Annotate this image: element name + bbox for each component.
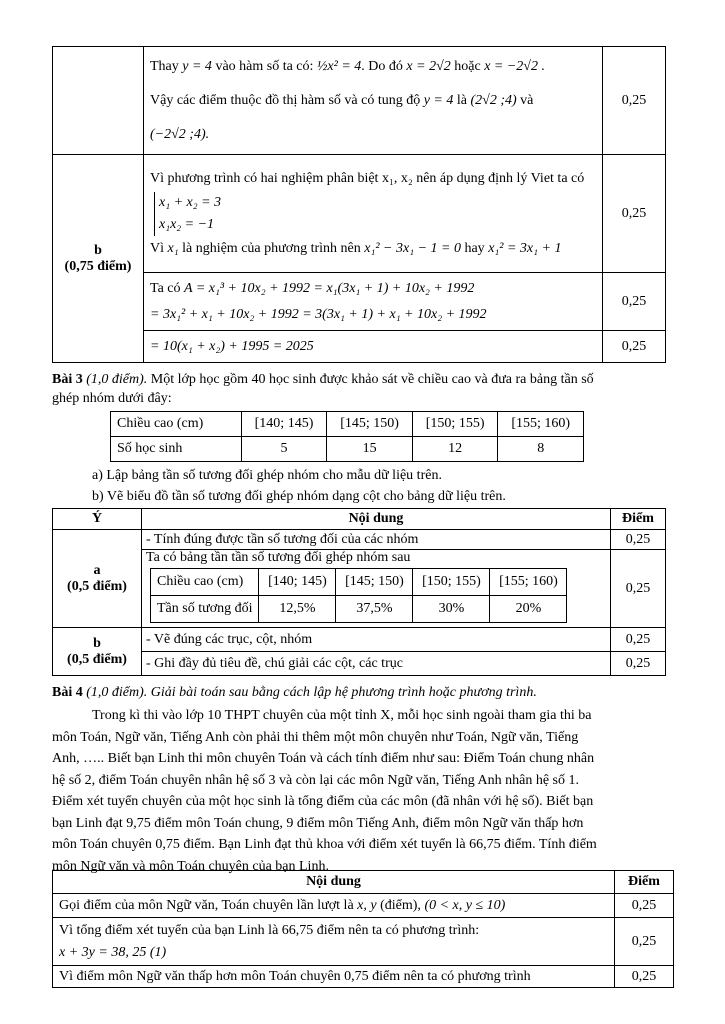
row1-content: Thay y = 4 vào hàm số ta có: ½x² = 4. Do đó x = 2√2 hoặc x = −2√2 . Vậy các điểm thuộc đồ thị hàm số và có tung độ y = 4 là (2√2 ;4) và (−2√2 ;4). xyxy=(144,47,603,155)
table-row: Chiều cao (cm) [140; 145) [145; 150) [150; 155) [155; 160) xyxy=(151,569,567,596)
height-frequency-table xyxy=(110,411,584,462)
bai4-problem: Trong kì thi vào lớp 10 THPT chuyên của một tỉnh X, mỗi học sinh ngoài tham gia thi ba môn Toán, Ngữ văn, Tiếng Anh còn phải thi thêm một môn chuyên như Toán, Ngữ văn, Tiếng Anh, ….. Biết bạn Linh thi môn chuyên Toán và cách tính điểm như sau: Điểm Toán chung nhân hệ số 2, điểm Toán chuyên nhân hệ số 3 và còn lại các môn Ngữ văn, Tiếng Anh nhân hệ số 1. Điểm xét tuyển chuyên của một học sinh là tổng điểm của các môn (đã nhân với hệ số). Biết bạn bạn Linh đạt 9,75 điểm môn Toán chung, 9 điểm môn Tiếng Anh, điểm môn Ngữ văn thấp hơn môn Toán chuyên 0,75 điểm. Bạn Linh đạt thủ khoa với điểm xét tuyển là 66,75 điểm. Tính điểm môn Ngữ văn và môn Toán chuyên của bạn Linh. xyxy=(52,708,597,874)
b-label-cell: b (0,75 điểm) xyxy=(53,155,144,363)
table-row: Chiều cao (cm) [140; 145) [145; 150) [150; 155) [155; 160) xyxy=(111,412,584,437)
table-row: Tần số tương đối 12,5% 37,5% 30% 20% xyxy=(151,596,567,623)
row3-score: 0,25 xyxy=(603,273,666,331)
bai4-heading-line: Bài 4 (1,0 điểm). Giải bài toán sau bằng cách lập hệ phương trình hoặc phương trình. xyxy=(52,685,537,700)
solution-table-part-b xyxy=(52,46,666,363)
relative-frequency-table xyxy=(150,568,567,623)
bai3-heading-line: Bài 3 (1,0 điểm). Một lớp học gồm 40 học sinh được khảo sát về chiều cao và đưa ra bảng tần số xyxy=(52,372,594,387)
row4-score: 0,25 xyxy=(603,331,666,363)
row2-content: Vì phương trình có hai nghiệm phân biệt x₁, x₂ nên áp dụng định lý Viet ta có x₁ + x₂ = 3 x₁x₂ = −1 Vì x₁ là nghiệm của phương trình nên x₁² − 3x₁ − 1 = 0 hay x₁² = 3x₁ + 1 xyxy=(144,155,603,273)
a-label-cell: a (0,5 điểm) xyxy=(53,530,142,628)
bai3-task-a: a) Lập bảng tần số tương đối ghép nhóm cho mẫu dữ liệu trên. xyxy=(92,468,442,483)
row1-score: 0,25 xyxy=(603,47,666,155)
row4-content: = 10(x₁ + x₂) + 1995 = 2025 xyxy=(144,331,603,363)
table-row: Số học sinh 5 15 12 8 xyxy=(111,437,584,462)
bai3-task-b: b) Vẽ biểu đồ tần số tương đối ghép nhóm dạng cột cho bảng dữ liệu trên. xyxy=(92,489,506,504)
row2-score: 0,25 xyxy=(603,155,666,273)
bai4-answer-table: Nội dung Điểm Gọi điểm của môn Ngữ văn, Toán chuyên lần lượt là x, y (điểm), (0 < x, y ≤ 10) 0,25 Vì tổng điểm xét tuyển của bạn Linh là 66,75 điểm nên ta có phương trình: x + 3y = 38, 25 (1) 0,25 Vì điểm môn Ngữ văn thấp hơn môn Toán chuyên 0,75 điểm nên ta có phương trình 0,25 xyxy=(52,870,674,988)
bai3-text2: ghép nhóm dưới đây: xyxy=(52,391,172,406)
row3-content: Ta có A = x₁³ + 10x₂ + 1992 = x₁(3x₁ + 1) + 10x₂ + 1992 = 3x₁² + x₁ + 10x₂ + 1992 = 3(3x₁ + 1) + x₁ + 10x₂ + 1992 xyxy=(144,273,603,331)
b-label-cell-bai3: b (0,5 điểm) xyxy=(53,628,142,676)
bai3-answer-table: Ý Nội dung Điểm a (0,5 điểm) - Tính đúng được tần số tương đối của các nhóm 0,25 Ta có bảng tần tần số tương đối ghép nhóm sau Chiều cao (cm) [140; 145) [145; 150) [150; 155) [155; 160) Tần số tương đối 12,5% 37,5% 30% 20% 0,25 b (0,5 điểm) - Vẽ đúng các trục, cột, nhóm 0,25 - Ghi đầy đủ tiêu đề, chú giải các cột, các trục 0,25 xyxy=(52,508,666,676)
vieta-system: x₁ + x₂ = 3 x₁x₂ = −1 xyxy=(154,192,596,236)
